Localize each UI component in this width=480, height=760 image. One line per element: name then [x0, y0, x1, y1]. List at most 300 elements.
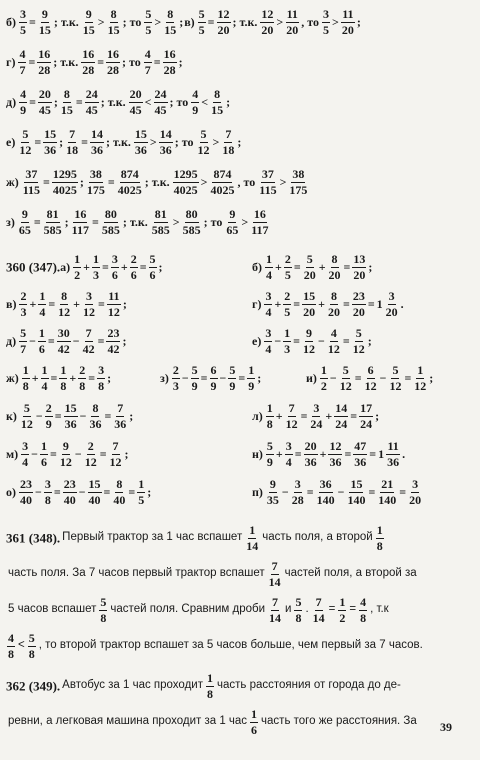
fraction-numerator: 11: [342, 7, 354, 21]
fraction: [206, 672, 214, 700]
fraction-numerator: 2: [130, 252, 137, 266]
fraction-numerator: 5: [191, 363, 198, 377]
fraction-denominator: 14: [268, 574, 281, 589]
math-symbol: ;: [375, 409, 380, 424]
fraction-denominator: 20: [409, 492, 422, 507]
fraction-denominator: 20: [341, 22, 354, 37]
math-symbol: ,: [301, 15, 305, 30]
fraction-denominator: 4: [266, 267, 272, 282]
fraction-numerator: 8: [167, 7, 174, 21]
fraction-numerator: 3: [388, 289, 395, 303]
fraction-numerator: 1: [41, 439, 48, 453]
fraction-numerator: 16: [253, 207, 266, 221]
fraction-numerator: 3: [412, 477, 419, 491]
fraction-denominator: 14: [246, 538, 259, 553]
fraction-denominator: 42: [82, 341, 95, 356]
math-word: т.к.: [239, 15, 258, 30]
math-symbol: =: [104, 409, 112, 424]
fraction: [294, 596, 302, 624]
fraction-numerator: 7: [315, 595, 322, 609]
fraction-denominator: 8: [98, 378, 105, 393]
math-symbol: ;: [122, 297, 127, 312]
fraction-numerator: 80: [185, 207, 198, 221]
fraction-numerator: 2: [284, 289, 291, 303]
math-symbol: >: [276, 15, 284, 30]
math-symbol: <: [144, 95, 152, 110]
math-symbol: ;: [226, 95, 231, 110]
fraction-numerator: 1: [38, 326, 45, 340]
fraction-denominator: 140: [378, 492, 397, 507]
fraction-denominator: 20: [217, 22, 230, 37]
fraction-denominator: 18: [66, 142, 79, 157]
fraction-denominator: 3: [20, 304, 27, 319]
item-label: д): [6, 334, 17, 349]
fraction: [99, 596, 107, 624]
fraction-denominator: 12: [327, 341, 340, 356]
fraction-numerator: 8: [92, 401, 99, 415]
fraction-denominator: 8: [60, 378, 67, 393]
fraction-denominator: 36: [304, 454, 317, 469]
fraction-denominator: 12: [20, 416, 33, 431]
fraction: [19, 327, 27, 355]
fraction-denominator: 6: [111, 267, 118, 282]
fraction-numerator: 5: [392, 363, 399, 377]
math-line-z-359: [6, 208, 271, 236]
fraction-numerator: 9: [306, 326, 313, 340]
fraction-denominator: 28: [82, 62, 95, 77]
fraction: [163, 8, 177, 36]
fraction: [288, 168, 308, 196]
fraction-denominator: 8: [22, 378, 29, 393]
math-symbol: +: [29, 297, 37, 312]
fraction-denominator: 14: [269, 610, 282, 625]
page-number: 39: [440, 720, 452, 734]
paragraph-text: Автобус за 1 час проходит: [62, 679, 203, 692]
math-symbol: ;: [147, 485, 152, 500]
item-label: л): [252, 409, 263, 424]
fraction: [144, 8, 152, 36]
math-symbol: <: [201, 95, 209, 110]
fraction-denominator: 15: [82, 22, 95, 37]
fraction-denominator: 9: [191, 378, 198, 393]
fraction: [137, 478, 145, 506]
math-symbol: =: [92, 215, 99, 230]
fraction-denominator: 12: [339, 378, 352, 393]
fraction-numerator: 1: [41, 363, 48, 377]
math-symbol: =: [98, 297, 105, 312]
math-symbol: =: [294, 447, 302, 462]
fraction-denominator: 585: [182, 222, 201, 237]
fraction-denominator: 4: [41, 378, 48, 393]
math-symbol: +: [275, 447, 283, 462]
fraction-numerator: 5: [355, 326, 362, 340]
fraction: [266, 402, 274, 430]
item-label: о): [6, 485, 16, 500]
fraction: [303, 253, 317, 281]
fraction-denominator: 20: [303, 304, 316, 319]
math-symbol: =: [50, 371, 58, 386]
fraction: [38, 8, 52, 36]
fraction-denominator: 4025: [117, 182, 142, 197]
math-symbol: +: [69, 371, 77, 386]
fraction-numerator: 1: [320, 363, 327, 377]
fraction: [78, 364, 86, 392]
item-label: б): [6, 15, 16, 30]
math-symbol: =: [75, 95, 83, 110]
math-symbol: =: [200, 371, 208, 386]
fraction-numerator: 17: [360, 401, 373, 415]
fraction: [113, 402, 127, 430]
fraction: [264, 290, 272, 318]
fraction: [316, 478, 336, 506]
fraction-denominator: 140: [347, 492, 366, 507]
math-symbol: ;: [53, 15, 58, 30]
paragraph-text: Первый трактор за 1 час вспашет: [62, 531, 243, 544]
math-symbol: >: [212, 135, 220, 150]
paragraph-text: частей поля, а второй за: [284, 567, 417, 580]
fraction-numerator: 8: [330, 289, 337, 303]
fraction-numerator: 37: [25, 167, 38, 181]
math-symbol: =: [293, 334, 301, 349]
text-line-p361-3: [6, 596, 391, 624]
math-symbol: >: [241, 215, 249, 230]
item-label: д): [6, 95, 17, 110]
fraction-denominator: 12: [19, 142, 32, 157]
fraction: [268, 560, 282, 588]
fraction-numerator: 3: [294, 477, 301, 491]
fraction-numerator: 23: [20, 477, 32, 491]
fraction-denominator: 45: [154, 102, 167, 117]
math-symbol: −: [29, 334, 36, 349]
math-symbol: =: [29, 15, 36, 30]
text-line-p362-1: [6, 672, 403, 700]
math-symbol: +: [275, 409, 283, 424]
paragraph-text: часть поля, а второй: [262, 531, 373, 544]
math-symbol: >: [154, 15, 162, 30]
math-symbol: −: [181, 371, 189, 386]
fraction-denominator: 8: [266, 416, 273, 431]
math-symbol: =: [81, 135, 89, 150]
math-symbol: ;: [232, 15, 237, 30]
fraction-numerator: 3: [265, 326, 272, 340]
fraction-denominator: 12: [352, 341, 365, 356]
math-line-k-360: [6, 402, 134, 430]
fraction: [250, 208, 269, 236]
math-line-p-360: [252, 478, 423, 506]
fraction-denominator: 5: [323, 22, 330, 37]
paragraph-text: ревни, а легковая машина проходит за 1 час: [8, 715, 248, 728]
fraction: [191, 364, 199, 392]
math-symbol: =: [107, 175, 115, 190]
fraction-denominator: 20: [261, 22, 274, 37]
math-symbol: .: [400, 297, 404, 312]
fraction: [221, 128, 235, 156]
fraction-denominator: 4025: [173, 182, 198, 197]
math-word: т.к.: [129, 215, 148, 230]
item-label: е): [252, 334, 262, 349]
fraction-numerator: 5: [20, 326, 27, 340]
fraction: [82, 327, 96, 355]
fraction: [364, 364, 378, 392]
fraction-denominator: 5: [284, 267, 291, 282]
math-symbol: =: [139, 260, 147, 275]
fraction: [92, 253, 100, 281]
fraction-numerator: 47: [354, 439, 367, 453]
fraction-denominator: 28: [38, 62, 51, 77]
fraction-denominator: 65: [226, 222, 239, 237]
math-symbol: =: [54, 409, 62, 424]
fraction: [225, 208, 239, 236]
fraction-numerator: 1: [22, 363, 29, 377]
paragraph-text: <: [18, 639, 25, 652]
fraction-denominator: 40: [63, 492, 76, 507]
math-word: т.к.: [113, 135, 131, 150]
math-line-e-359: [6, 128, 242, 156]
math-symbol: =: [103, 485, 111, 500]
math-symbol: =: [293, 260, 301, 275]
fraction: [60, 88, 74, 116]
math-word: то: [129, 55, 141, 70]
paragraph-text: часть поля. За 7 часов первый трактор вспашет: [8, 567, 265, 580]
fraction: [386, 440, 400, 468]
math-symbol: ;: [178, 55, 183, 70]
fraction-denominator: 9: [229, 378, 236, 393]
math-symbol: >: [200, 175, 208, 190]
fraction-numerator: 1: [60, 363, 67, 377]
fraction-numerator: 16: [38, 47, 51, 61]
math-symbol: ;: [122, 215, 127, 230]
fraction-numerator: 14: [159, 127, 172, 141]
math-symbol: =: [128, 485, 136, 500]
fraction-numerator: 8: [63, 87, 70, 101]
math-symbol: −: [35, 485, 42, 500]
fraction-numerator: 15: [88, 477, 101, 491]
fraction-denominator: 585: [101, 222, 120, 237]
paragraph-text: часть расстояния от города до де-: [216, 679, 401, 692]
fraction: [328, 253, 342, 281]
fraction-denominator: 36: [354, 454, 367, 469]
fraction-numerator: 36: [319, 477, 332, 491]
math-line-o-360: [6, 478, 152, 506]
math-symbol: =: [350, 409, 358, 424]
math-symbol: ;: [124, 447, 129, 462]
math-line-zh-359: [6, 168, 309, 196]
paragraph-text: , то второй трактор вспашет за 5 часов больше, чем первый за 7 часов.: [38, 639, 423, 652]
fraction-denominator: 14: [312, 610, 325, 625]
fraction-denominator: 65: [18, 222, 31, 237]
math-symbol: =: [306, 485, 314, 500]
fraction: [43, 208, 63, 236]
fraction-denominator: 9: [45, 416, 52, 431]
fraction-numerator: 7: [69, 127, 76, 141]
fraction-numerator: 5: [200, 127, 207, 141]
fraction-numerator: 3: [22, 439, 29, 453]
fraction-denominator: 28: [291, 492, 304, 507]
math-symbol: ;: [129, 409, 134, 424]
fraction-numerator: 7: [288, 401, 295, 415]
fraction-denominator: 117: [251, 222, 269, 237]
fraction-numerator: 9: [269, 477, 276, 491]
fraction: [19, 8, 27, 36]
fraction: [18, 208, 32, 236]
fraction-numerator: 16: [163, 47, 176, 61]
math-symbol: =: [300, 409, 308, 424]
fraction: [334, 402, 348, 430]
problem-number: 361 (348).: [6, 530, 61, 546]
text-line-p361-4: [6, 632, 425, 660]
fraction: [312, 596, 326, 624]
fraction-numerator: 12: [329, 439, 342, 453]
fraction-numerator: 2: [79, 363, 86, 377]
fraction: [285, 402, 299, 430]
fraction: [209, 168, 235, 196]
fraction: [197, 128, 211, 156]
fraction-numerator: 37: [261, 167, 274, 181]
fraction: [117, 168, 143, 196]
math-line-d-360: [6, 327, 127, 355]
fraction-numerator: 2: [45, 401, 52, 415]
fraction: [191, 88, 199, 116]
fraction-denominator: 20: [286, 22, 299, 37]
math-symbol: +: [318, 260, 326, 275]
fraction-numerator: 3: [98, 363, 105, 377]
math-symbol: −: [219, 371, 227, 386]
fraction-denominator: 36: [329, 454, 342, 469]
fraction-numerator: 3: [313, 401, 320, 415]
fraction-denominator: 12: [303, 341, 316, 356]
fraction-numerator: 14: [91, 127, 104, 141]
fraction-numerator: 1: [251, 707, 258, 721]
item-label: ж): [6, 371, 19, 386]
fraction-numerator: 11: [387, 439, 399, 453]
math-symbol: =: [344, 447, 352, 462]
fraction-numerator: 3: [285, 439, 292, 453]
fraction-numerator: 7: [117, 401, 124, 415]
fraction-denominator: 4: [265, 341, 272, 356]
math-symbol: ;: [64, 215, 69, 230]
fraction: [388, 364, 402, 392]
math-symbol: ;: [174, 135, 179, 150]
fraction-numerator: 8: [61, 289, 68, 303]
fraction: [228, 364, 236, 392]
math-line-i-360: [306, 364, 434, 392]
fraction: [57, 327, 71, 355]
fraction: [265, 253, 273, 281]
fraction-numerator: 1: [376, 523, 383, 537]
fraction-denominator: 8: [376, 538, 383, 553]
fraction: [59, 440, 73, 468]
fraction-denominator: 9: [210, 378, 217, 393]
math-symbol: =: [399, 485, 407, 500]
fraction-denominator: 15: [164, 22, 177, 37]
math-symbol: =: [369, 447, 377, 462]
fraction-denominator: 45: [38, 102, 51, 117]
fraction-numerator: 30: [57, 326, 70, 340]
math-word: то: [181, 135, 194, 150]
fraction: [352, 290, 366, 318]
math-line-n-360: [252, 440, 406, 468]
item-label: ж): [6, 175, 19, 190]
fraction-denominator: 36: [387, 454, 400, 469]
paragraph-text: и: [285, 603, 292, 616]
fraction-numerator: 5: [198, 7, 205, 21]
fraction-denominator: 15: [107, 22, 120, 37]
math-symbol: +: [318, 297, 325, 312]
fraction-numerator: 15: [303, 289, 316, 303]
fraction-numerator: 3: [44, 477, 51, 491]
fraction: [18, 128, 32, 156]
fraction-numerator: 9: [229, 207, 236, 221]
fraction-denominator: 12: [83, 304, 96, 319]
fraction-numerator: 38: [89, 167, 102, 181]
math-symbol: +: [275, 260, 282, 275]
math-line-e-360: [252, 327, 373, 355]
math-word: то: [129, 15, 142, 30]
math-symbol: −: [329, 371, 337, 386]
math-symbol: =: [354, 371, 362, 386]
fraction-numerator: 1: [74, 252, 81, 266]
fraction-denominator: 9: [266, 454, 273, 469]
fraction: [163, 48, 177, 76]
math-symbol: =: [53, 485, 61, 500]
fraction: [285, 440, 293, 468]
text-line-p361-1: [6, 524, 385, 552]
fraction: [101, 208, 121, 236]
fraction: [20, 402, 34, 430]
fraction: [90, 128, 104, 156]
fraction-denominator: 12: [197, 142, 210, 157]
fraction-numerator: 3: [323, 7, 330, 21]
fraction-numerator: 9: [21, 207, 28, 221]
math-symbol: ;: [122, 55, 127, 70]
fraction-numerator: 80: [104, 207, 117, 221]
item-label: б): [252, 260, 262, 275]
fraction-numerator: 13: [353, 252, 366, 266]
fraction-numerator: 5: [295, 595, 302, 609]
fraction-denominator: 8: [8, 646, 14, 661]
fraction-numerator: 6: [367, 363, 374, 377]
math-symbol: >: [172, 215, 180, 230]
fraction-numerator: 5: [266, 439, 273, 453]
math-symbol: −: [78, 485, 86, 500]
fraction-denominator: 8: [44, 492, 51, 507]
fraction: [38, 327, 46, 355]
fraction-numerator: 3: [111, 252, 118, 266]
fraction-denominator: 5: [198, 22, 205, 37]
fraction-denominator: 4: [22, 454, 29, 469]
fraction: [71, 208, 90, 236]
math-word: т.к.: [60, 15, 79, 30]
fraction-numerator: 21: [381, 477, 394, 491]
fraction: [376, 524, 384, 552]
fraction-numerator: 1: [266, 252, 272, 266]
fraction-numerator: 5: [28, 631, 35, 645]
math-symbol: =: [153, 55, 161, 70]
math-symbol: −: [74, 447, 82, 462]
fraction: [320, 364, 328, 392]
fraction-numerator: 15: [350, 477, 363, 491]
fraction-numerator: 1: [339, 595, 346, 609]
fraction: [38, 88, 52, 116]
math-symbol: ;: [59, 135, 64, 150]
fraction: [106, 327, 120, 355]
fraction: [151, 208, 171, 236]
math-symbol: =: [238, 371, 246, 386]
fraction-denominator: 8: [79, 378, 86, 393]
fraction: [52, 168, 78, 196]
math-symbol: ;: [356, 15, 361, 30]
math-word: т.к.: [107, 95, 126, 110]
